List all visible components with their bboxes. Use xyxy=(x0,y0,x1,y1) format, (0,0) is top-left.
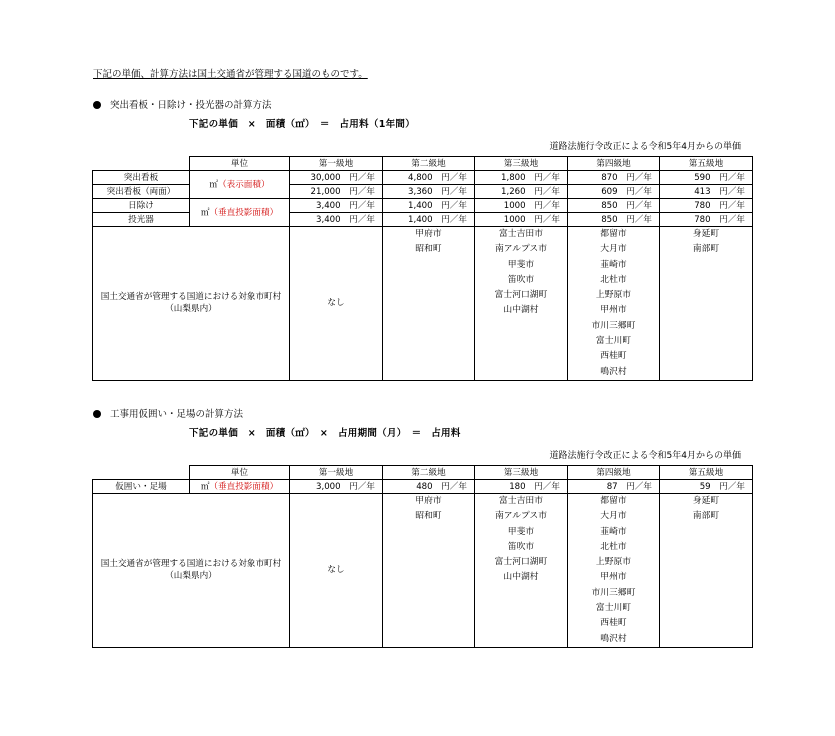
header-grade3: 第三級地 xyxy=(475,466,568,480)
price-cell: 870 円／年 xyxy=(568,171,660,185)
header-grade3: 第三級地 xyxy=(475,157,568,171)
price-cell: 413 円／年 xyxy=(660,185,753,199)
price-cell: 780 円／年 xyxy=(660,199,753,213)
area-grade5: 身延町 南部町 xyxy=(660,227,753,381)
section2-formula: 下記の単価 × 面積（㎡） × 占用期間（月） ＝ 占用料 xyxy=(189,428,461,439)
section1-title: 突出看板・日除け・投光器の計算方法 xyxy=(93,97,272,111)
bullet-icon xyxy=(93,101,101,109)
row-name: 投光器 xyxy=(93,213,190,227)
area-grade2: 甲府市 昭和町 xyxy=(383,494,475,648)
bullet-icon xyxy=(93,410,101,418)
area-grade3: 富士吉田市 南アルプス市 甲斐市 笛吹市 富士河口湖町 山中湖村 xyxy=(475,227,568,381)
price-cell: 1,800 円／年 xyxy=(475,171,568,185)
row-name: 突出看板 xyxy=(93,171,190,185)
price-cell: 87 円／年 xyxy=(568,480,660,494)
price-cell: 3,400 円／年 xyxy=(290,213,383,227)
header-grade5: 第五級地 xyxy=(660,157,753,171)
table-row xyxy=(93,171,753,185)
section1-table xyxy=(92,156,753,381)
header-unit: 単位 xyxy=(190,466,290,480)
area-grade1: なし xyxy=(290,227,383,381)
price-cell: 21,000 円／年 xyxy=(290,185,383,199)
table-header-row xyxy=(93,466,753,480)
header-grade4: 第四級地 xyxy=(568,157,660,171)
price-cell: 1,260 円／年 xyxy=(475,185,568,199)
header-unit: 単位 xyxy=(190,157,290,171)
section1-note: 道路法施行令改正による令和5年4月からの単価 xyxy=(549,142,741,152)
unit-cell: ㎡（表示面積） xyxy=(190,171,290,199)
header-grade2: 第二級地 xyxy=(383,157,475,171)
price-cell: 180 円／年 xyxy=(475,480,568,494)
price-cell: 30,000 円／年 xyxy=(290,171,383,185)
area-grade1: なし xyxy=(290,494,383,648)
header-grade5: 第五級地 xyxy=(660,466,753,480)
area-label: 国土交通省が管理する国道における対象市町村 （山梨県内） xyxy=(93,494,290,648)
price-cell: 3,400 円／年 xyxy=(290,199,383,213)
price-cell: 1,400 円／年 xyxy=(383,213,475,227)
row-name: 突出看板（両面） xyxy=(93,185,190,199)
row-name: 日除け xyxy=(93,199,190,213)
price-cell: 850 円／年 xyxy=(568,213,660,227)
price-cell: 480 円／年 xyxy=(383,480,475,494)
header-grade4: 第四級地 xyxy=(568,466,660,480)
header-grade1: 第一級地 xyxy=(290,466,383,480)
price-cell: 1000 円／年 xyxy=(475,199,568,213)
area-grade4: 都留市 大月市 韮崎市 北杜市 上野原市 甲州市 市川三郷町 富士川町 西桂町 鳴沢村 xyxy=(568,227,660,381)
price-cell: 780 円／年 xyxy=(660,213,753,227)
area-grade3: 富士吉田市 南アルプス市 甲斐市 笛吹市 富士河口湖町 山中湖村 xyxy=(475,494,568,648)
table-row xyxy=(93,480,753,494)
price-cell: 3,000 円／年 xyxy=(290,480,383,494)
price-cell: 3,360 円／年 xyxy=(383,185,475,199)
section2-title: 工事用仮囲い・足場の計算方法 xyxy=(93,406,243,420)
price-cell: 4,800 円／年 xyxy=(383,171,475,185)
price-cell: 1000 円／年 xyxy=(475,213,568,227)
price-cell: 609 円／年 xyxy=(568,185,660,199)
unit-cell: ㎡（垂直投影面積） xyxy=(190,199,290,227)
section1-formula: 下記の単価 × 面積（㎡） ＝ 占用料（1年間） xyxy=(189,119,416,130)
price-cell: 1,400 円／年 xyxy=(383,199,475,213)
section2-table xyxy=(92,465,753,648)
price-cell: 59 円／年 xyxy=(660,480,753,494)
table-row xyxy=(93,199,753,213)
area-grade4: 都留市 大月市 韮崎市 北杜市 上野原市 甲州市 市川三郷町 富士川町 西桂町 鳴沢村 xyxy=(568,494,660,648)
area-row xyxy=(93,494,753,648)
header-grade1: 第一級地 xyxy=(290,157,383,171)
area-grade2: 甲府市 昭和町 xyxy=(383,227,475,381)
intro-text: 下記の単価、計算方法は国土交通省が管理する国道のものです。 xyxy=(93,69,368,80)
unit-cell: ㎡（垂直投影面積） xyxy=(190,480,290,494)
price-cell: 850 円／年 xyxy=(568,199,660,213)
table-header-row xyxy=(93,157,753,171)
area-grade5: 身延町 南部町 xyxy=(660,494,753,648)
row-name: 仮囲い・足場 xyxy=(93,480,190,494)
price-cell: 590 円／年 xyxy=(660,171,753,185)
area-label: 国土交通省が管理する国道における対象市町村 （山梨県内） xyxy=(93,227,290,381)
header-grade2: 第二級地 xyxy=(383,466,475,480)
section2-note: 道路法施行令改正による令和5年4月からの単価 xyxy=(549,451,741,461)
area-row xyxy=(93,227,753,381)
